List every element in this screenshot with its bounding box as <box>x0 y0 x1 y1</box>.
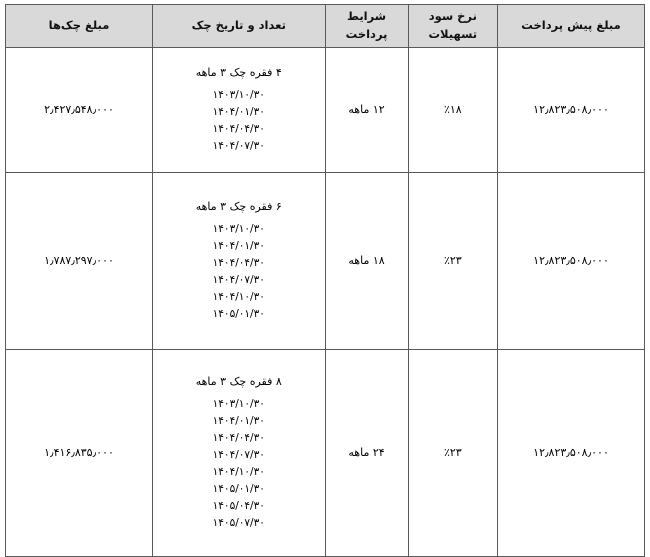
check-schedule-title: ۸ فقره چک ۳ ماهه <box>195 375 282 389</box>
check-date: ۱۴۰۵/۰۱/۳۰ <box>212 483 265 496</box>
check-date-list <box>155 87 323 155</box>
check-date-list <box>155 221 323 323</box>
check-date: ۱۴۰۴/۱۰/۳۰ <box>212 466 265 479</box>
cell-interest-rate: ٪۱۸ <box>408 47 497 172</box>
table-row <box>6 349 645 556</box>
check-date: ۱۴۰۵/۰۷/۳۰ <box>212 517 265 530</box>
cell-check-amount: ۱٫۴۱۶٫۸۳۵٫۰۰۰ <box>6 349 153 556</box>
check-schedule-title: ۴ فقره چک ۳ ماهه <box>195 66 282 80</box>
check-date-list <box>155 396 323 532</box>
cell-check-schedule <box>153 349 326 556</box>
cell-prepayment: ۱۲٫۸۲۳٫۵۰۸٫۰۰۰ <box>498 47 645 172</box>
cell-payment-terms: ۱۲ ماهه <box>325 47 408 172</box>
cell-check-amount: ۲٫۴۲۷٫۵۴۸٫۰۰۰ <box>6 47 153 172</box>
check-date: ۱۴۰۴/۰۷/۳۰ <box>212 140 265 153</box>
column-header-interest-rate: نرخ سود تسهیلات <box>408 5 497 48</box>
check-date: ۱۴۰۳/۱۰/۳۰ <box>212 398 265 411</box>
check-date: ۱۴۰۴/۰۷/۳۰ <box>212 274 265 287</box>
check-date: ۱۴۰۳/۱۰/۳۰ <box>212 89 265 102</box>
check-date: ۱۴۰۴/۰۴/۳۰ <box>212 123 265 136</box>
check-date: ۱۴۰۵/۰۴/۳۰ <box>212 500 265 513</box>
table-row <box>6 47 645 172</box>
column-header-check-count-date: تعداد و تاریخ چک <box>153 5 326 48</box>
table-row <box>6 172 645 349</box>
cell-check-amount: ۱٫۷۸۷٫۲۹۷٫۰۰۰ <box>6 172 153 349</box>
check-date: ۱۴۰۴/۰۱/۳۰ <box>212 106 265 119</box>
column-header-check-amount: مبلغ چک‌ها <box>6 5 153 48</box>
check-date: ۱۴۰۳/۱۰/۳۰ <box>212 223 265 236</box>
column-header-payment-terms: شرایط پرداخت <box>325 5 408 48</box>
cell-interest-rate: ٪۲۳ <box>408 349 497 556</box>
check-date: ۱۴۰۴/۰۴/۳۰ <box>212 432 265 445</box>
check-schedule-title: ۶ فقره چک ۳ ماهه <box>195 200 282 214</box>
cell-prepayment: ۱۲٫۸۲۳٫۵۰۸٫۰۰۰ <box>498 172 645 349</box>
cell-check-schedule <box>153 47 326 172</box>
check-date: ۱۴۰۴/۰۷/۳۰ <box>212 449 265 462</box>
check-date: ۱۴۰۵/۰۱/۳۰ <box>212 308 265 321</box>
cell-check-schedule <box>153 172 326 349</box>
check-date: ۱۴۰۴/۰۱/۳۰ <box>212 240 265 253</box>
cell-payment-terms: ۱۸ ماهه <box>325 172 408 349</box>
check-date: ۱۴۰۴/۰۴/۳۰ <box>212 257 265 270</box>
table-body <box>6 47 645 556</box>
check-date: ۱۴۰۴/۰۱/۳۰ <box>212 415 265 428</box>
table-header <box>6 5 645 48</box>
cell-interest-rate: ٪۲۳ <box>408 172 497 349</box>
cell-prepayment: ۱۲٫۸۲۳٫۵۰۸٫۰۰۰ <box>498 349 645 556</box>
column-header-prepayment: مبلغ پیش پرداخت <box>498 5 645 48</box>
cell-payment-terms: ۲۴ ماهه <box>325 349 408 556</box>
payment-terms-table <box>5 4 645 557</box>
check-date: ۱۴۰۴/۱۰/۳۰ <box>212 291 265 304</box>
table-header-row <box>6 5 645 48</box>
